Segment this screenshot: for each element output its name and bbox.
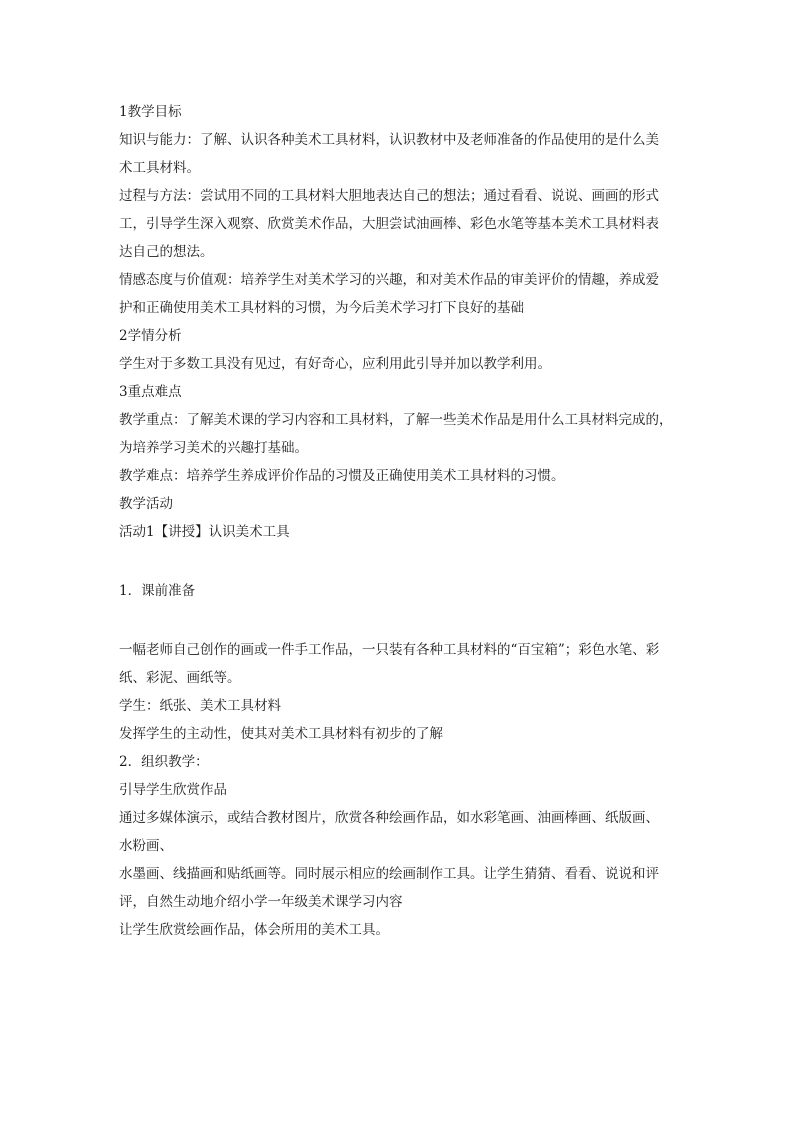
heading-key-points: 3重点难点 (119, 384, 182, 400)
paragraph-line: 过程与方法：尝试用不同的工具材料大胆地表达自己的想法；通过看看、说说、画画的形式 (119, 188, 659, 204)
paragraph-line: 达自己的想法。 (119, 244, 214, 260)
spacer (119, 546, 681, 577)
paragraph-line: 水墨画、线描画和贴纸画等。同时展示相应的绘画制作工具。让学生猜猜、看看、说说和评 (119, 866, 659, 882)
paragraph-line: 工，引导学生深入观察、欣赏美术作品，大胆尝试油画棒、彩色水笔等基本美术工具材料表 (119, 216, 659, 232)
paragraph-line: 护和正确使用美术工具材料的习惯，为今后美术学习打下良好的基础 (119, 300, 524, 316)
paragraph-line: 引导学生欣赏作品 (119, 782, 227, 798)
paragraph-line: 通过多媒体演示，或结合教材图片，欣赏各种绘画作品，如水彩笔画、油画棒画、纸版画、 (119, 810, 659, 826)
paragraph-line: 让学生欣赏绘画作品，体会所用的美术工具。 (119, 922, 389, 938)
paragraph-line: 评，自然生动地介绍小学一年级美术课学习内容 (119, 894, 403, 910)
spacer (119, 605, 681, 636)
document-page (119, 98, 681, 944)
heading-activity-1: 活动1【讲授】认识美术工具 (119, 524, 290, 540)
paragraph-line: 教学重点：了解美术课的学习内容和工具材料，了解一些美术作品是用什么工具材料完成的， (119, 412, 673, 428)
paragraph-line: 发挥学生的主动性，使其对美术工具材料有初步的了解 (119, 726, 443, 742)
paragraph-line: 学生对于多数工具没有见过，有好奇心，应利用此引导并加以教学利用。 (119, 356, 551, 372)
paragraph-line: 教学难点：培养学生养成评价作品的习惯及正确使用美术工具材料的习惯。 (119, 468, 565, 484)
paragraph-line: 术工具材料。 (119, 160, 200, 176)
paragraph-line: 学生：纸张、美术工具材料 (119, 698, 281, 714)
paragraph-line: 知识与能力：了解、认识各种美术工具材料，认识教材中及老师准备的作品使用的是什么美 (119, 132, 659, 148)
heading-student-analysis: 2学情分析 (119, 328, 182, 344)
paragraph-line: 纸、彩泥、画纸等。 (119, 670, 241, 686)
heading-teaching-activities: 教学活动 (119, 496, 173, 512)
paragraph-line: 一幅老师自己创作的画或一件手工作品，一只装有各种工具材料的“百宝箱”；彩色水笔、彩 (119, 642, 660, 658)
heading-teaching-goals: 1教学目标 (119, 104, 182, 120)
heading-organize-teaching: 2．组织教学： (119, 754, 209, 770)
paragraph-line: 为培养学习美术的兴趣打基础。 (119, 440, 308, 456)
paragraph-line: 情感态度与价值观：培养学生对美术学习的兴趣，和对美术作品的审美评价的情趣，养成爱 (119, 272, 659, 288)
paragraph-line: 水粉画、 (119, 838, 173, 854)
heading-preparation: 1．课前准备 (119, 583, 196, 599)
